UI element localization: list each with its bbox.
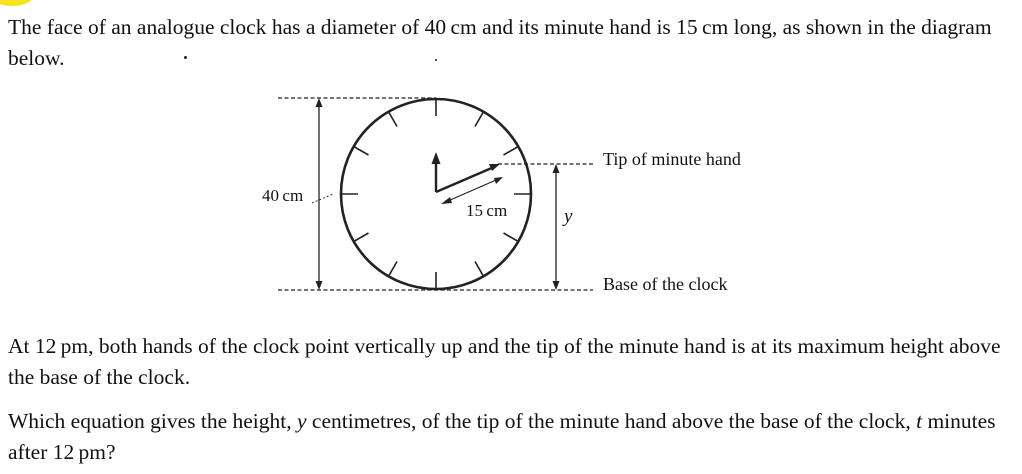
question-context: At 12 pm, both hands of the clock point vertically up and the tip of the minute hand is at its maximum height above the base of the clock. [8,334,1001,389]
diameter-arrow-up [316,98,323,107]
ask-text-2: centimetres, of the tip of the minute hand above the base of the clock, [306,409,917,433]
tip-label: Tip of minute hand [603,149,741,169]
ask-text-3: minutes after 12 pm? [8,409,996,464]
hand-length-arrow-right [494,177,503,184]
ask-text-1: Which equation gives the height, [8,409,297,433]
base-label: Base of the clock [603,274,728,294]
hour-hand-arrow [432,152,441,164]
hand-length-arrow-left [441,197,452,204]
diameter-label: 40 cm [262,186,304,205]
diameter-arrow-down [316,281,323,290]
height-arrow-down [553,281,560,290]
question-intro: The face of an analogue clock has a diameter of 40 cm and its minute hand is 15 cm long, as shown in the diagram below. [8,15,992,70]
height-arrow-up [553,164,560,173]
hand-length-label: 15 cm [466,201,508,220]
height-variable-label: y [564,206,573,227]
clock-face [341,99,531,289]
ask-var-t: t [916,409,923,433]
diameter-leader [312,194,333,203]
question-ask [8,406,1018,468]
minute-hand-tip [489,164,500,171]
minute-hand [436,167,494,192]
ask-var-y: y [296,409,307,433]
